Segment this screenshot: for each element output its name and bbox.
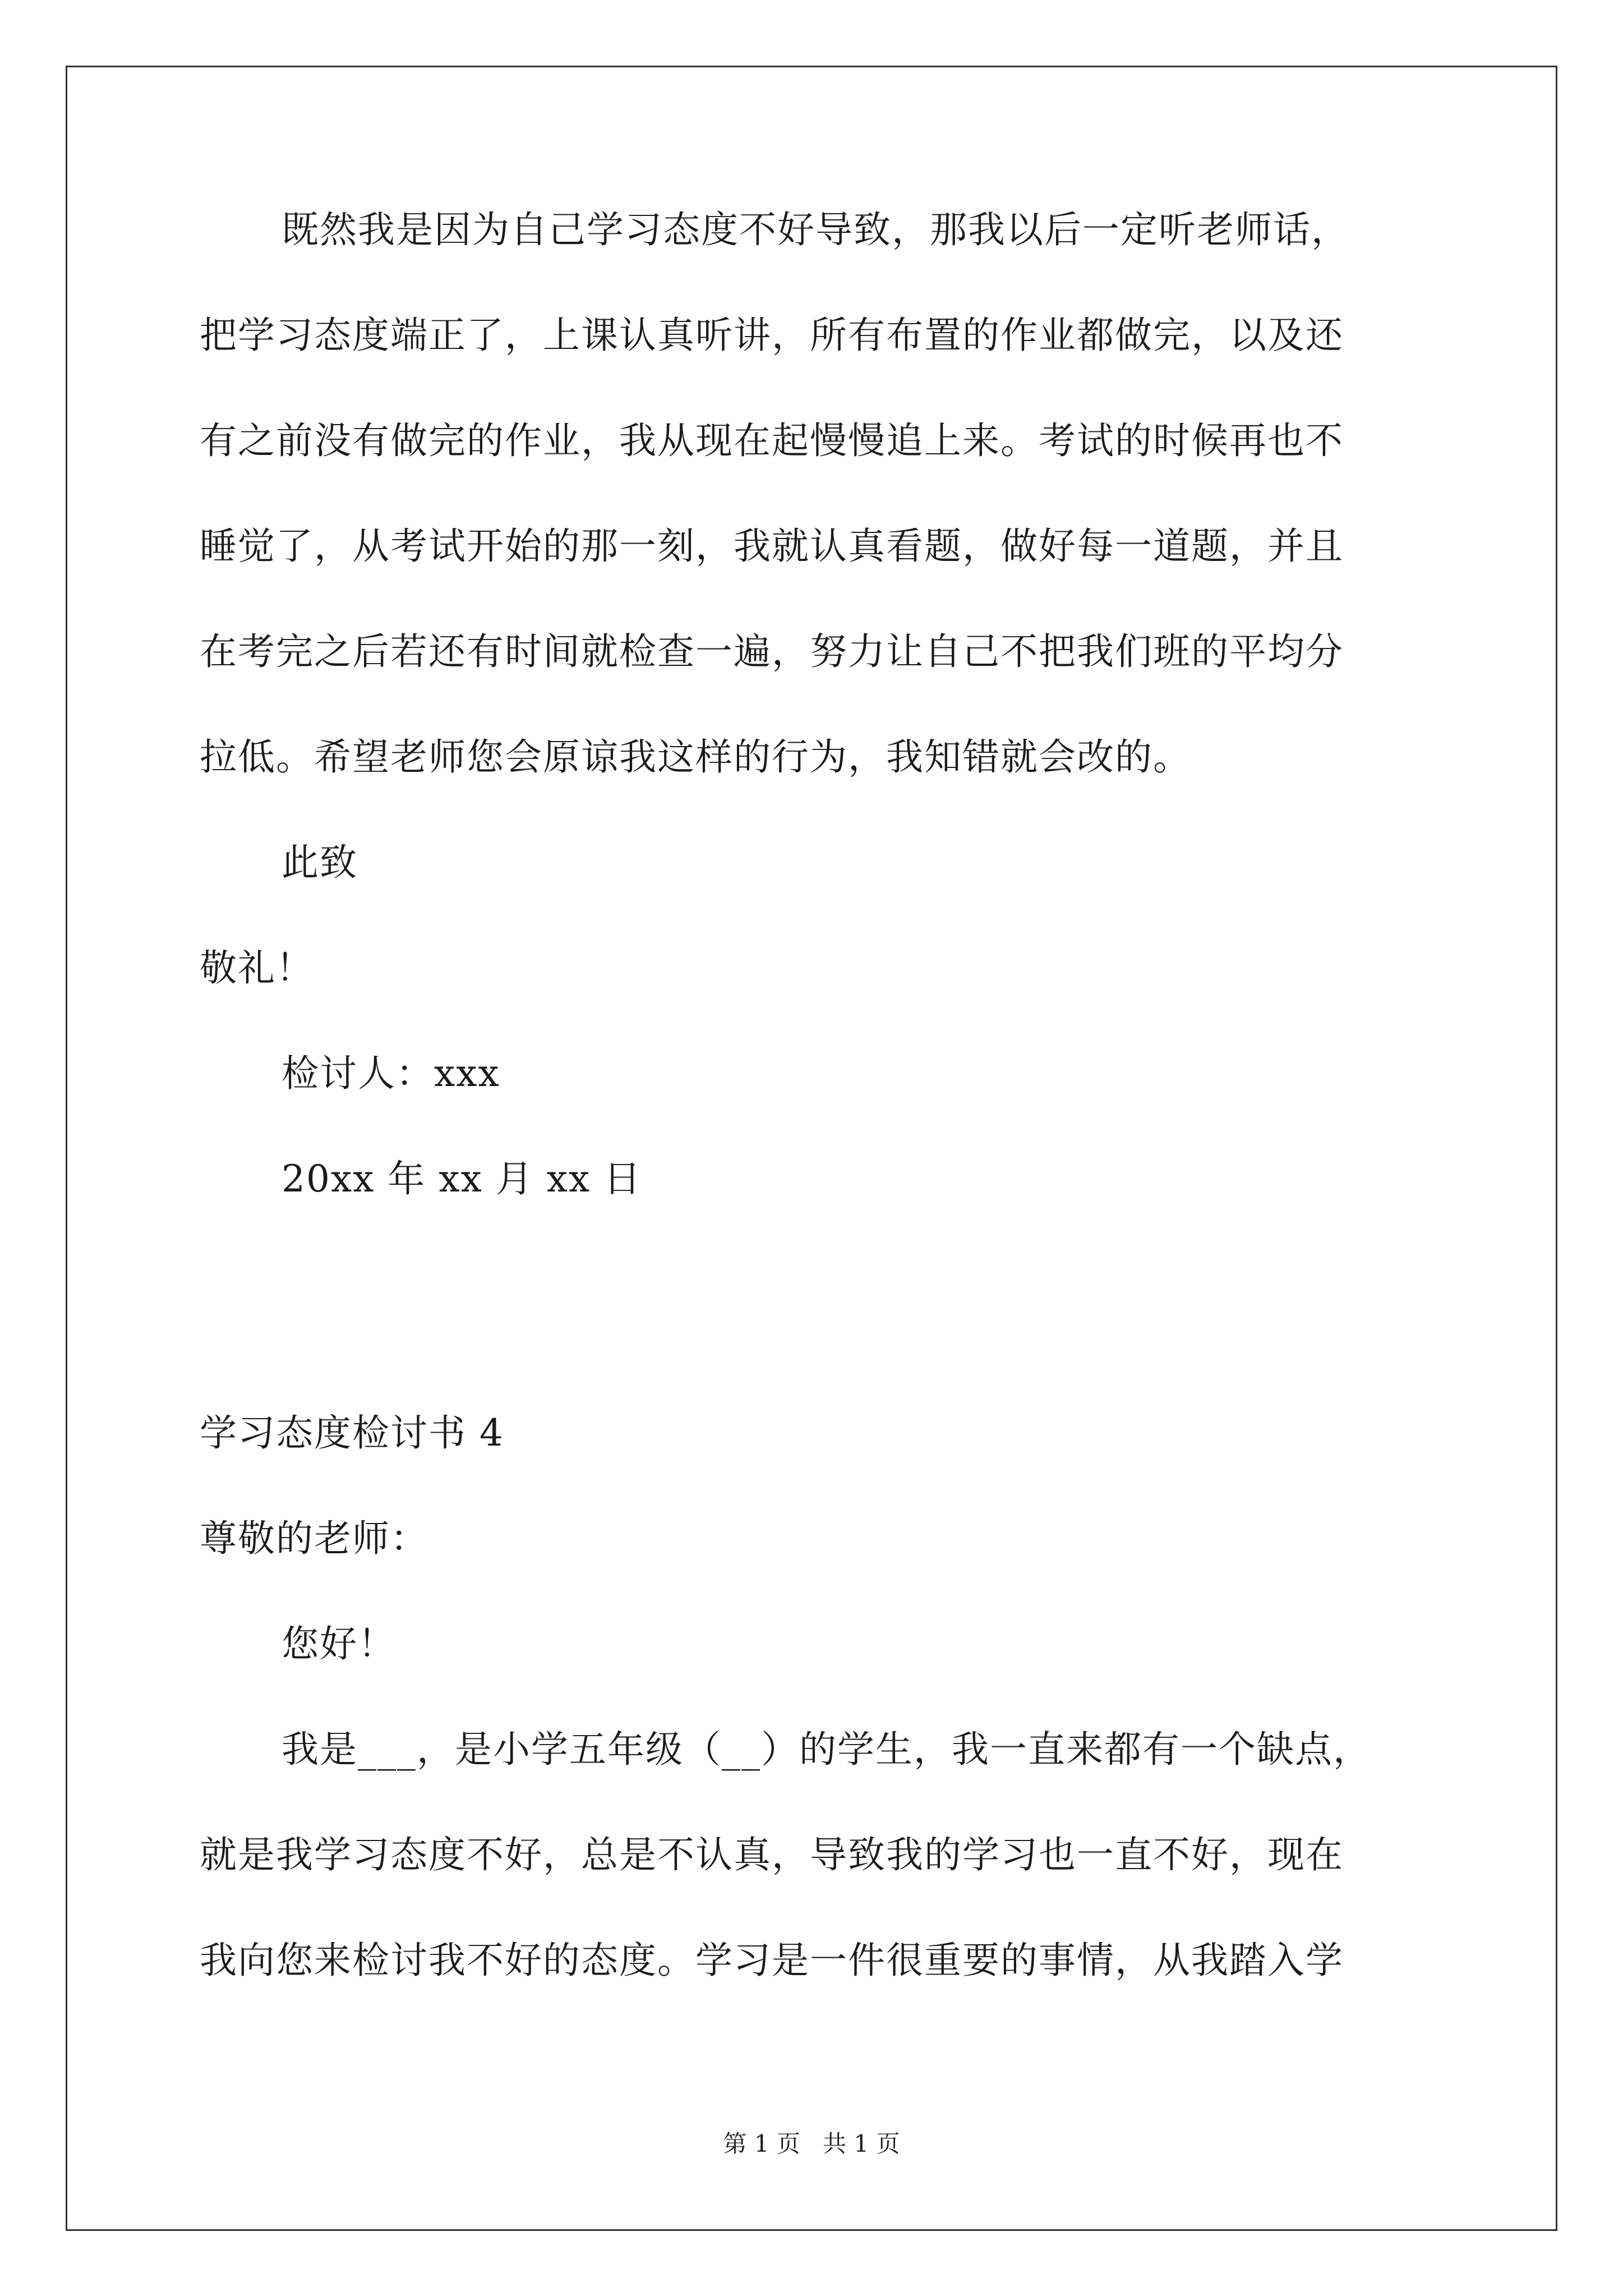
paragraph-line: 把学习态度端正了，上课认真听讲，所有布置的作业都做完，以及还	[200, 314, 1344, 357]
paragraph-line: 既然我是因为自己学习态度不好导致，那我以后一定听老师话，	[282, 208, 1349, 251]
paragraph-line: 有之前没有做完的作业，我从现在起慢慢追上来。考试的时候再也不	[200, 419, 1344, 462]
date-line: 20xx 年 xx 月 xx 日	[282, 1157, 642, 1200]
salutation: 尊敬的老师：	[200, 1517, 428, 1560]
paragraph-line: 我是___，是小学五年级（__）的学生，我一直来都有一个缺点，	[282, 1728, 1371, 1771]
paragraph-line: 我向您来检讨我不好的态度。学习是一件很重要的事情，从我踏入学	[200, 1939, 1344, 1982]
paragraph-line: 在考完之后若还有时间就检查一遍，努力让自己不把我们班的平均分	[200, 630, 1344, 673]
greeting: 您好！	[282, 1622, 396, 1665]
paragraph-line: 就是我学习态度不好，总是不认真，导致我的学习也一直不好，现在	[200, 1833, 1344, 1876]
closing-salute: 敬礼！	[200, 946, 314, 990]
page-footer: 第 1 页 共 1 页	[723, 2130, 900, 2157]
signer-line: 检讨人：xxx	[282, 1052, 500, 1095]
paragraph-line: 拉低。希望老师您会原谅我这样的行为，我知错就会改的。	[200, 735, 1191, 779]
closing-line: 此致	[282, 841, 358, 884]
page-border	[66, 66, 1557, 2231]
section-title: 学习态度检讨书 4	[200, 1411, 504, 1455]
paragraph-line: 睡觉了，从考试开始的那一刻，我就认真看题，做好每一道题，并且	[200, 524, 1344, 568]
